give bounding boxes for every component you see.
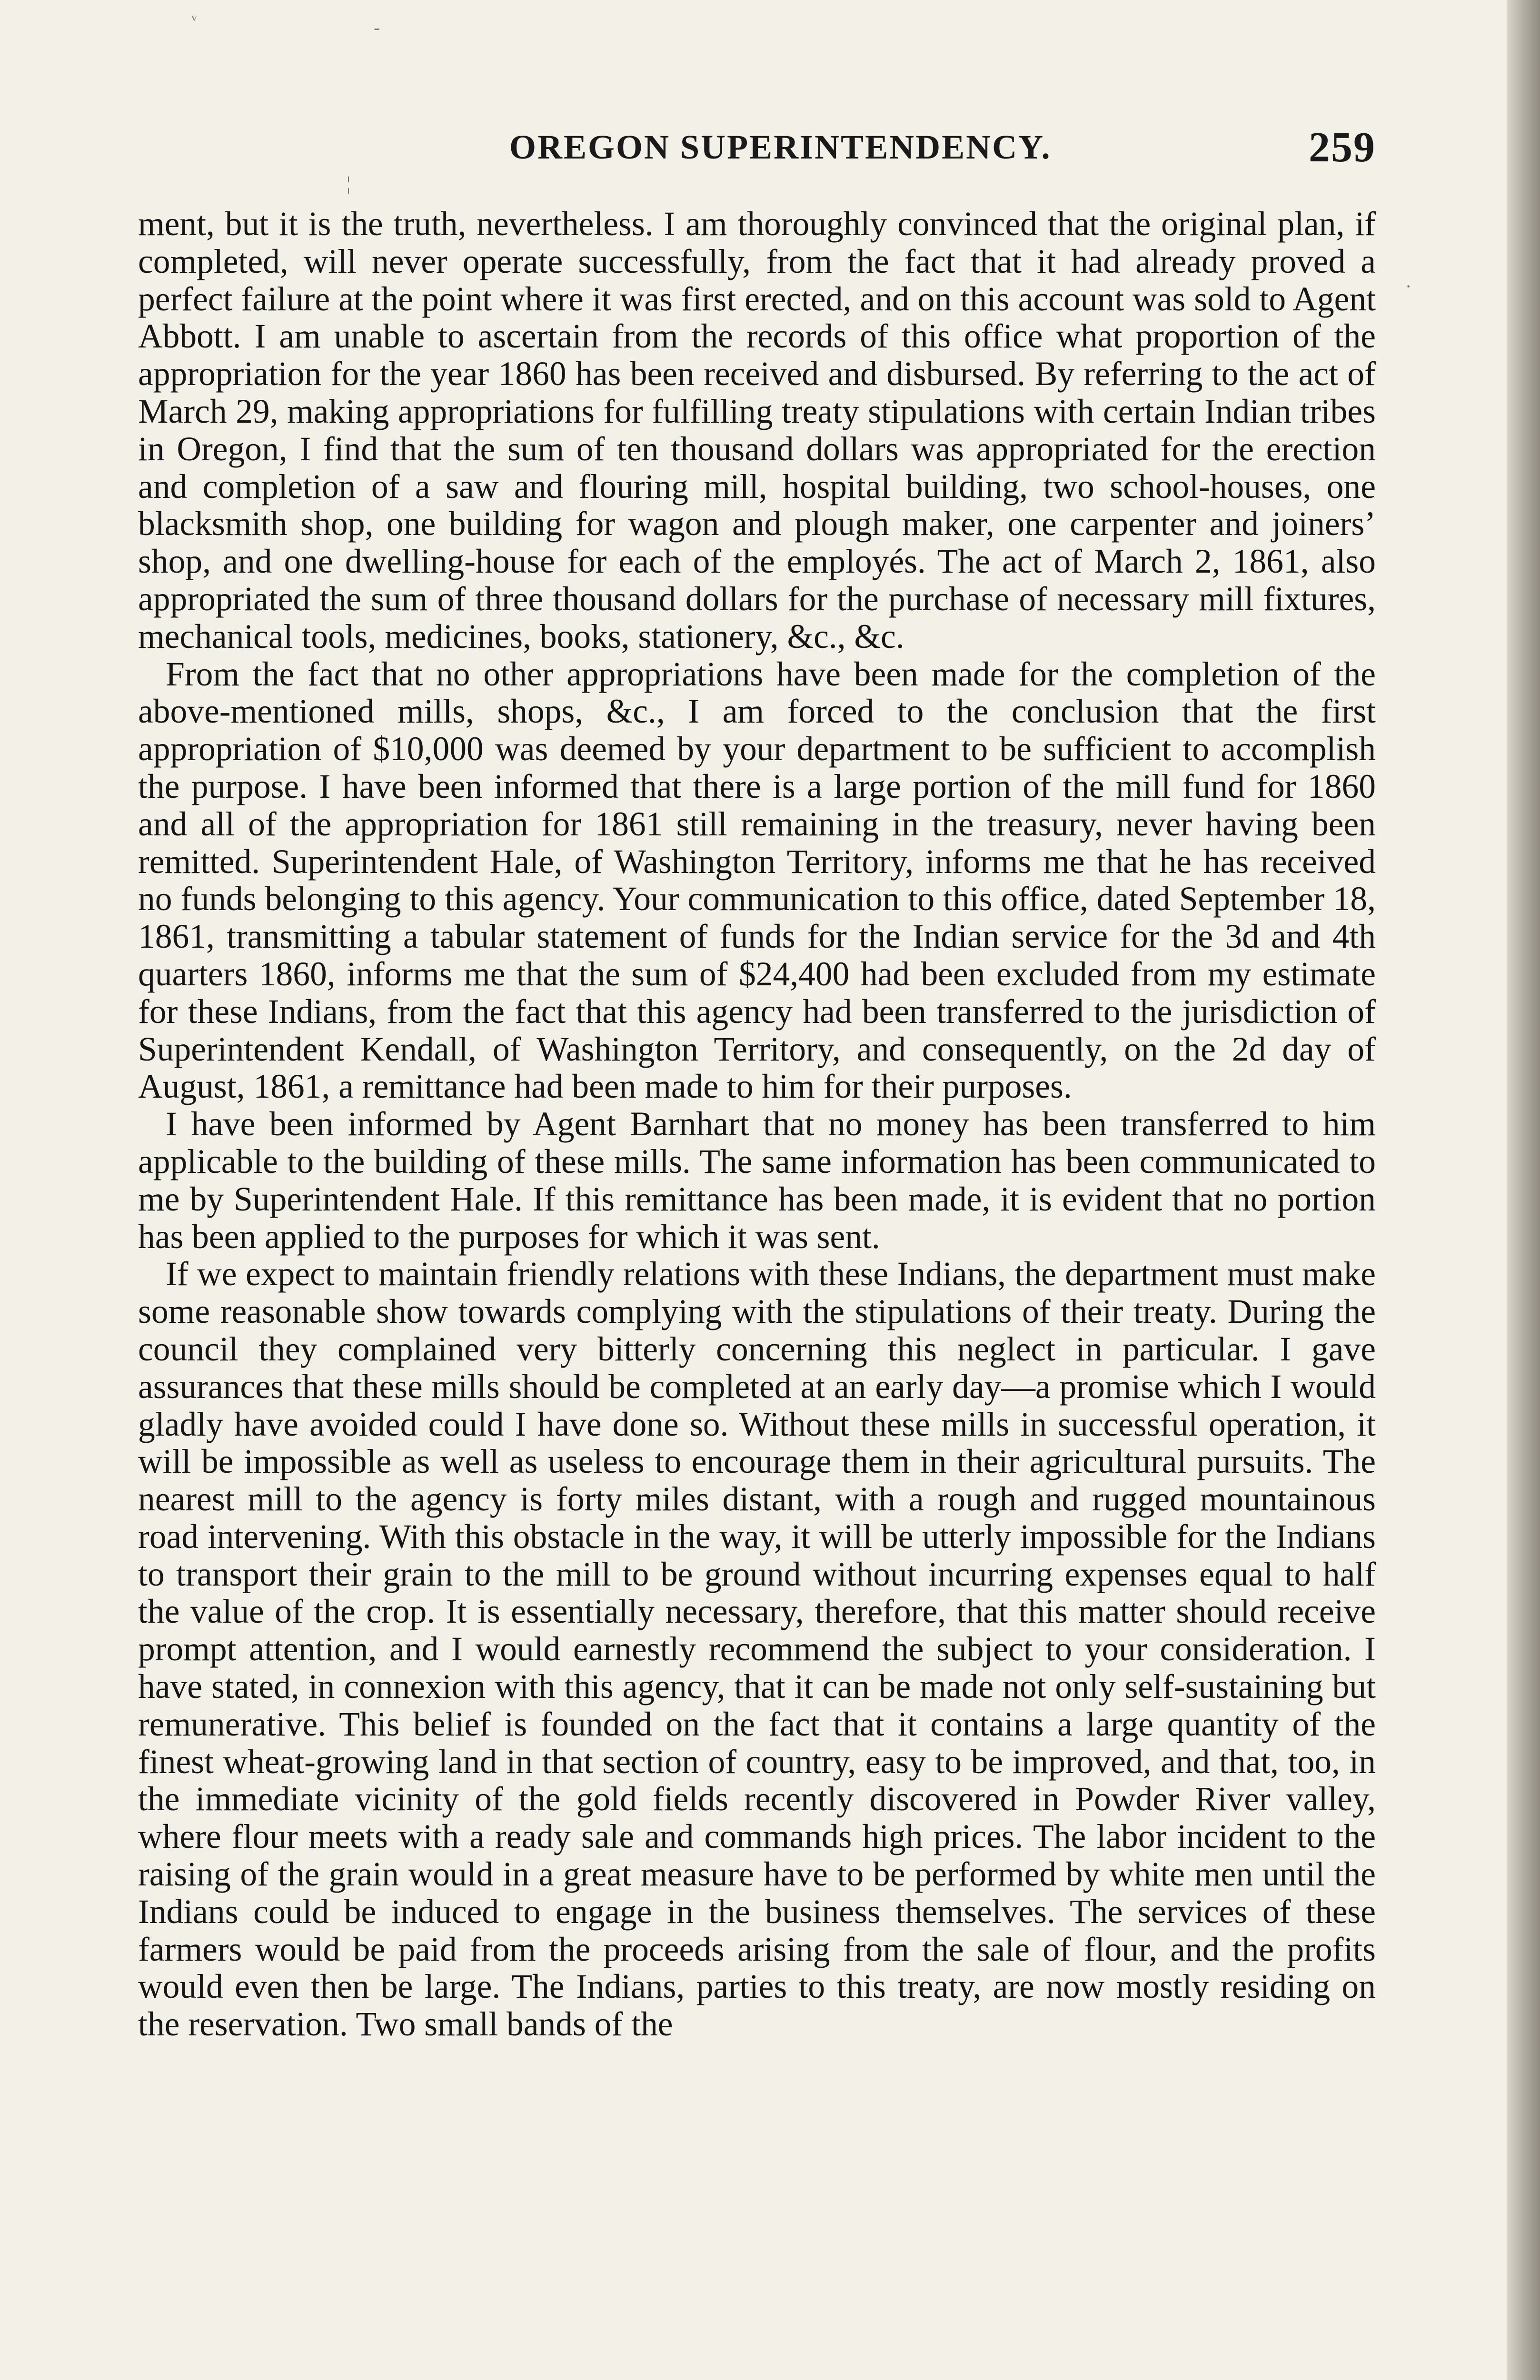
scan-mark-a: ᵛ — [191, 9, 197, 30]
scan-mark-d: · — [1405, 276, 1412, 297]
document-body — [138, 206, 1376, 2380]
paragraph-continuation: ment, but it is the truth, nevertheless. I am thoroughly convinced that the original plan, if completed, will never operate successfully, from the fact that it had already proved a perfect failure at the point where it was first erected, and on this account was sold to Agent Abbott. I am unable to ascertain from the records of this office what proportion of the appropriation for the year 1860 has been received and disbursed. By referring to the act of March 29, making appropriations for fulfilling treaty stipulations with certain Indian tribes in Oregon, I find that the sum of ten thousand dollars was appropriated for the erection and completion of a saw and flouring mill, hospital building, two school-houses, one blacksmith shop, one building for wagon and plough maker, one carpenter and joiners’ shop, and one dwelling-house for each of the employés. The act of March 2, 1861, also appropriated the sum of three thousand dollars for the purchase of necessary mill fixtures, mechanical tools, medicines, books, stationery, &c., &c. — [138, 205, 1376, 655]
page-number: 259 — [1309, 124, 1376, 171]
scan-page-edge — [1507, 0, 1540, 2380]
paragraph-appropriations: From the fact that no other appropriations have been made for the completion of the above-mentioned mills, shops, &c., I am forced to the conclusion that the first appropriation of $10,000 was deemed by your department to be sufficient to accomplish the purpose. I have been informed that there is a large portion of the mill fund for 1860 and all of the appropriation for 1861 still remaining in the treasury, never having been remitted. Superintendent Hale, of Washington Territory, informs me that he has received no funds belonging to this agency. Your communication to this office, dated September 18, 1861, transmitting a tabular statement of funds for the Indian service for the 3d and 4th quarters 1860, informs me that the sum of $24,400 had been excluded from my estimate for these Indians, from the fact that this agency had been transferred to the jurisdiction of Superintendent Kendall, of Washington Territory, and consequently, on the 2d day of August, 1861, a remittance had been made to him for their purposes. — [138, 655, 1376, 1106]
scan-mark-b: - — [374, 17, 380, 38]
scan-mark-c: ¦ — [347, 173, 351, 194]
running-header — [138, 119, 1376, 171]
paragraph-remittance: I have been informed by Agent Barnhart that no money has been transferred to him applicable to the building of these mills. The same information has been communicated to me by Superintendent Hale. If this remittance has been made, it is evident that no portion has been applied to the purposes for which it was sent. — [138, 1105, 1376, 1256]
page-title: OREGON SUPERINTENDENCY. — [509, 128, 1052, 166]
paragraph-mills-recommendation: If we expect to maintain friendly relations with these Indians, the department must make some reasonable show towards complying with the stipulations of their treaty. During the council they complained very bitterly concerning this neglect in particular. I gave assurances that these mills should be completed at an early day—a promise which I would gladly have avoided could I have done so. Without these mills in successful operation, it will be impossible as well as useless to encourage them in their agricultural pursuits. The nearest mill to the agency is forty miles distant, with a rough and rugged mountainous road intervening. With this obstacle in the way, it will be utterly impossible for the Indians to transport their grain to the mill to be ground without incurring expenses equal to half the value of the crop. It is essentially necessary, therefore, that this matter should receive prompt attention, and I would earnestly recommend the subject to your consideration. I have stated, in connexion with this agency, that it can be made not only self-sustaining but remunerative. This belief is founded on the fact that it contains a large quantity of the finest wheat-growing land in that section of country, easy to be improved, and that, too, in the immediate vicinity of the gold fields recently discovered in Powder River valley, where flour meets with a ready sale and commands high prices. The labor incident to the raising of the grain would in a great measure have to be performed by white men until the Indians could be induced to engage in the business themselves. The services of these farmers would be paid from the proceeds arising from the sale of flour, and the profits would even then be large. The Indians, parties to this treaty, are now mostly residing on the reservation. Two small bands of the — [138, 1255, 1376, 2043]
